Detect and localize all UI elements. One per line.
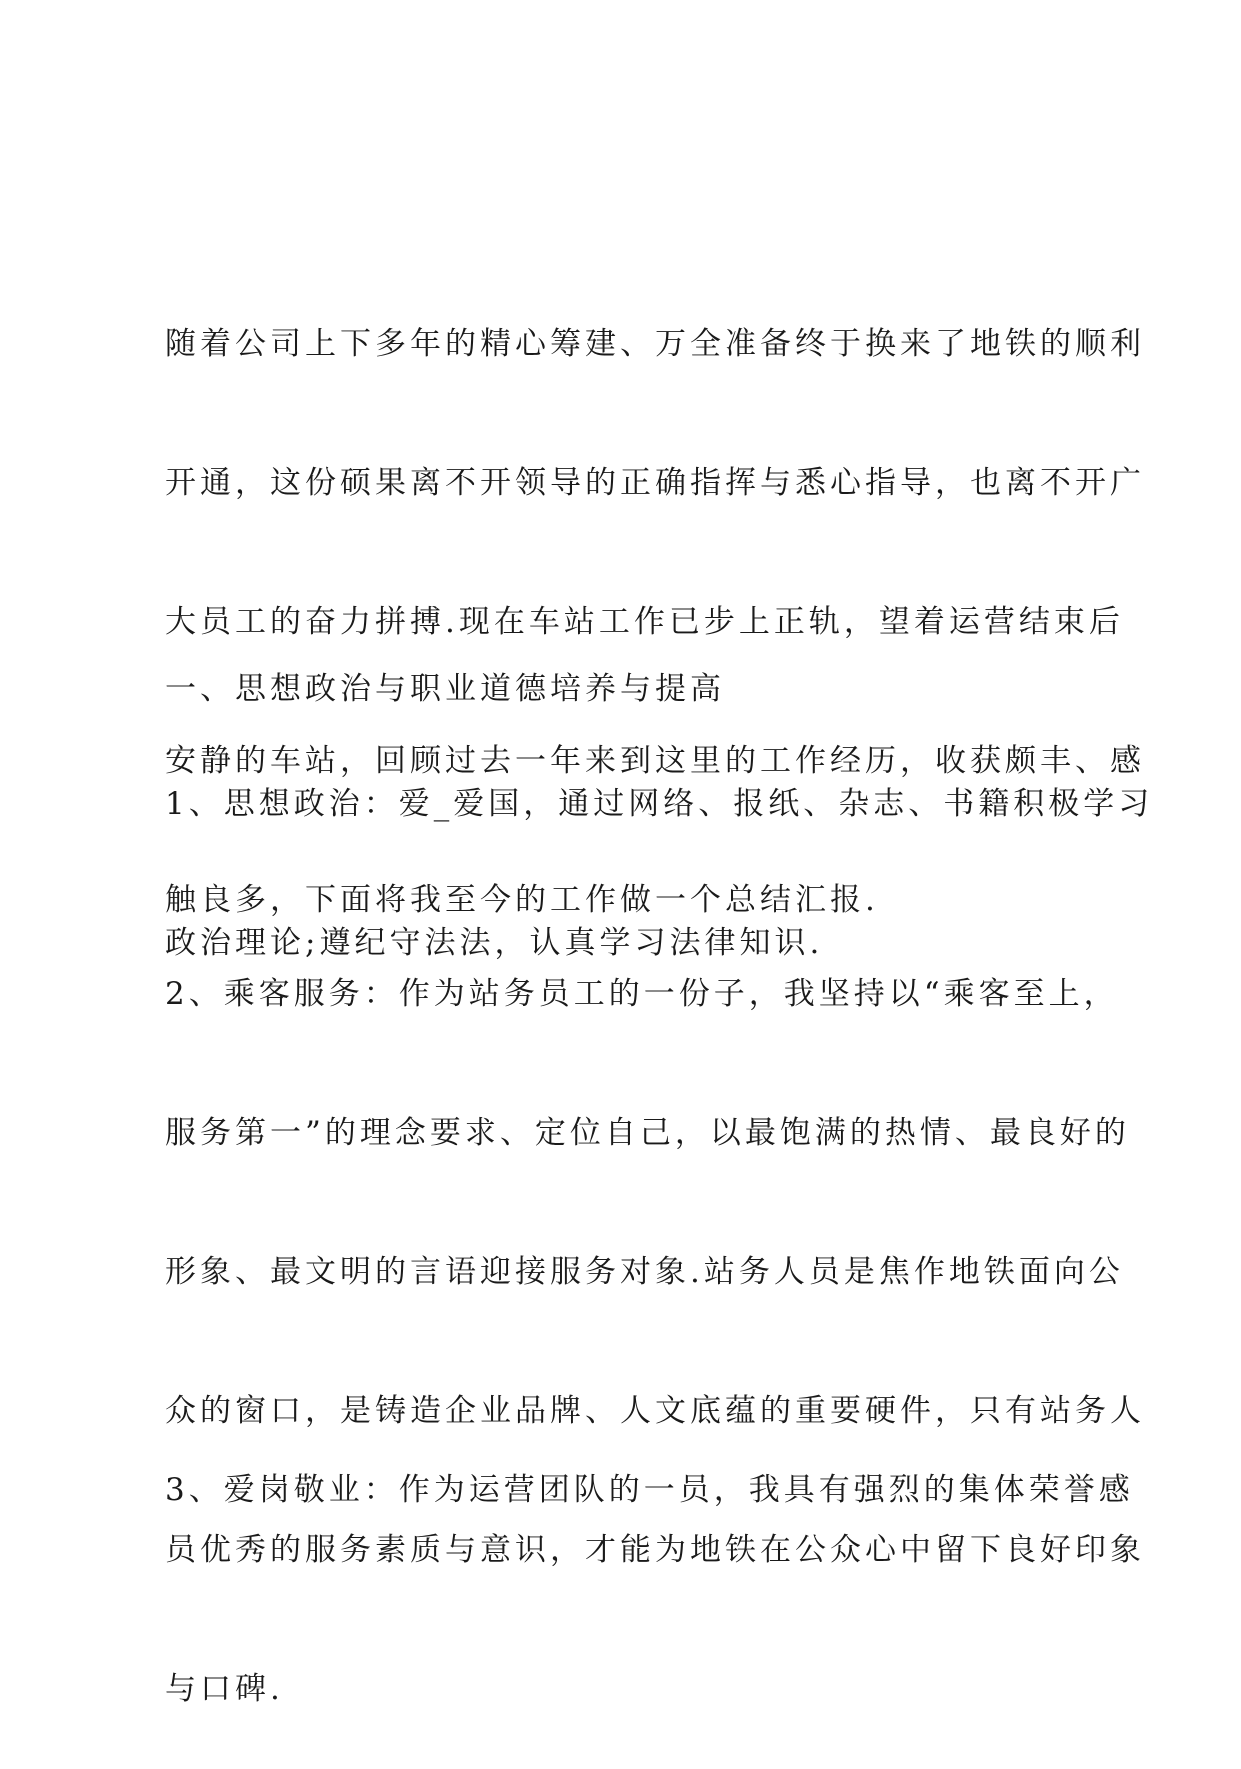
paragraph-line: 开通，这份硕果离不开领导的正确指挥与悉心指导，也离不开广 bbox=[165, 465, 1145, 501]
heading-line: 一、思想政治与职业道德培养与提高 bbox=[165, 671, 725, 707]
paragraph-line: 1、思想政治：爱_爱国，通过网络、报纸、杂志、书籍积极学习 bbox=[165, 786, 1154, 822]
paragraph-line: 3、爱岗敬业：作为运营团队的一员，我具有强烈的集体荣誉感 bbox=[165, 1472, 1134, 1508]
paragraph-line: 政治理论;遵纪守法法，认真学习法律知识. bbox=[165, 925, 824, 961]
paragraph-line: 2、乘客服务：作为站务员工的一份子，我坚持以“乘客至上， bbox=[165, 976, 1119, 1012]
item-3-paragraph bbox=[165, 1413, 1134, 1568]
paragraph-line: 安静的车站，回顾过去一年来到这里的工作经历，收获颇丰、感 bbox=[165, 743, 1145, 779]
paragraph-line: 与口碑. bbox=[165, 1671, 284, 1707]
paragraph-line: 大员工的奋力拼搏.现在车站工作已步上正轨，望着运营结束后 bbox=[165, 604, 1124, 640]
paragraph-line: 员优秀的服务素质与意识，才能为地铁在公众心中留下良好印象 bbox=[165, 1532, 1145, 1568]
paragraph-line: 众的窗口，是铸造企业品牌、人文底蕴的重要硬件，只有站务人 bbox=[165, 1393, 1145, 1429]
paragraph-line: 触良多，下面将我至今的工作做一个总结汇报. bbox=[165, 882, 879, 918]
paragraph-line: 服务第一”的理念要求、定位自己，以最饱满的热情、最良好的 bbox=[165, 1115, 1130, 1151]
paragraph-line: 形象、最文明的言语迎接服务对象.站务人员是焦作地铁面向公 bbox=[165, 1254, 1124, 1290]
paragraph-line: 随着公司上下多年的精心筹建、万全准备终于换来了地铁的顺利 bbox=[165, 326, 1145, 362]
item-2-paragraph bbox=[165, 917, 1145, 1767]
